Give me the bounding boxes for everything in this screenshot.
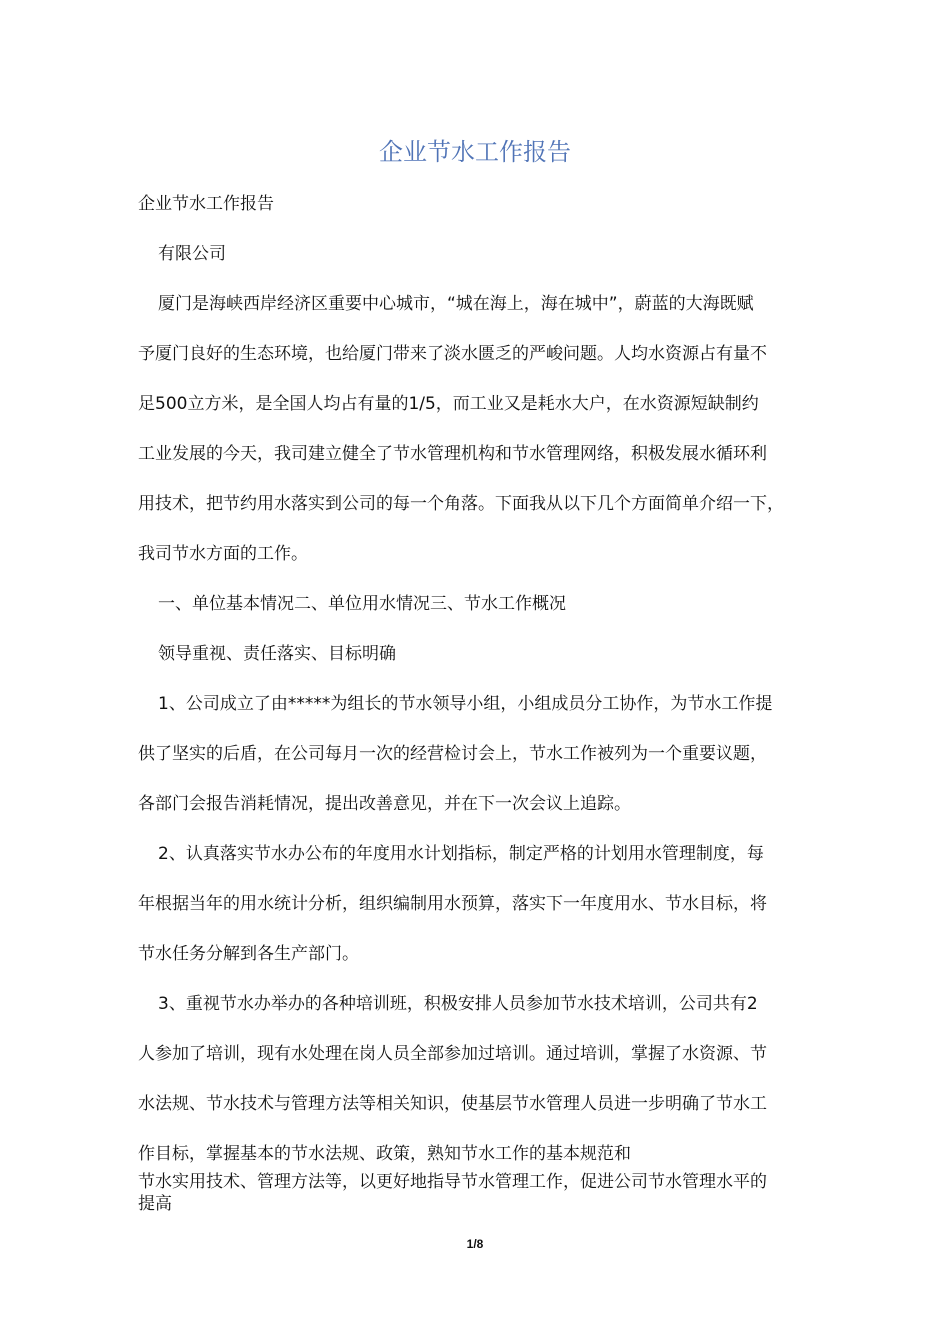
paragraph-line: 提高 (138, 1194, 172, 1214)
document-title: 企业节水工作报告 (379, 138, 571, 166)
paragraph-line: 2、认真落实节水办公布的年度用水计划指标，制定严格的计划用水管理制度，每 (158, 844, 764, 864)
paragraph-line: 1、公司成立了由*****为组长的节水领导小组，小组成员分工协作，为节水工作提 (158, 694, 773, 714)
paragraph-line: 我司节水方面的工作。 (138, 544, 308, 564)
paragraph-line: 节水实用技术、管理方法等，以更好地指导节水管理工作，促进公司节水管理水平的 (138, 1172, 767, 1192)
paragraph-line: 予厦门良好的生态环境，也给厦门带来了淡水匮乏的严峻问题。人均水资源占有量不 (138, 344, 767, 364)
paragraph-line: 3、重视节水办举办的各种培训班，积极安排人员参加节水技术培训，公司共有2 (158, 994, 758, 1014)
paragraph-line: 用技术，把节约用水落实到公司的每一个角落。下面我从以下几个方面简单介绍一下， (138, 494, 784, 514)
paragraph-line: 作目标，掌握基本的节水法规、政策，熟知节水工作的基本规范和 (138, 1144, 631, 1164)
paragraph-line: 节水任务分解到各生产部门。 (138, 944, 359, 964)
paragraph-line: 工业发展的今天，我司建立健全了节水管理机构和节水管理网络，积极发展水循环利 (138, 444, 767, 464)
paragraph-line: 水法规、节水技术与管理方法等相关知识，使基层节水管理人员进一步明确了节水工 (138, 1094, 767, 1114)
section-subheading: 领导重视、责任落实、目标明确 (158, 644, 396, 664)
paragraph-line: 足500立方米，是全国人均占有量的1/5，而工业又是耗水大户，在水资源短缺制约 (138, 394, 759, 414)
page-number: 1/8 (466, 1237, 484, 1251)
paragraph-line: 有限公司 (158, 244, 226, 264)
paragraph-line: 厦门是海峡西岸经济区重要中心城市，“城在海上，海在城中”，蔚蓝的大海既赋 (158, 294, 754, 314)
paragraph-line: 年根据当年的用水统计分析，组织编制用水预算，落实下一年度用水、节水目标，将 (138, 894, 767, 914)
paragraph-line: 企业节水工作报告 (138, 194, 274, 214)
paragraph-line: 供了坚实的后盾，在公司每月一次的经营检讨会上，节水工作被列为一个重要议题， (138, 744, 767, 764)
paragraph-line: 各部门会报告消耗情况，提出改善意见，并在下一次会议上追踪。 (138, 794, 631, 814)
section-heading: 一、单位基本情况二、单位用水情况三、节水工作概况 (158, 594, 566, 614)
paragraph-line: 人参加了培训，现有水处理在岗人员全部参加过培训。通过培训，掌握了水资源、节 (138, 1044, 767, 1064)
